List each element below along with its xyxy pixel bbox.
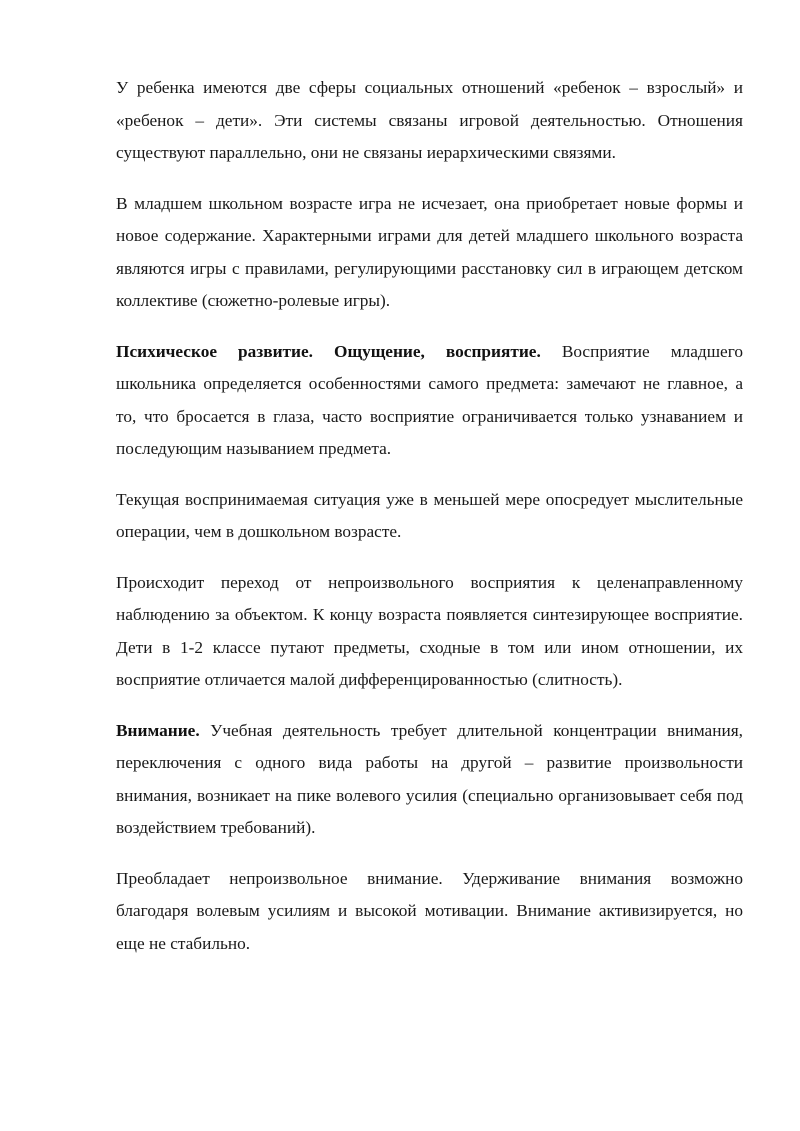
paragraph-text: У ребенка имеются две сферы социальных отношений «ребенок – взрослый» и «ребенок – дети». Эти системы связаны игровой деятельностью. Отношения существуют параллельно, они не связаны иерархическими связями. (116, 78, 743, 162)
paragraph-text: Восприятие младшего школьника определяется особенностями самого предмета: замечают не главное, а то, что бросается в глаза, часто восприятие ограничивается только узнаванием и последующим называнием предмета. (116, 341, 743, 458)
paragraph-text: В младшем школьном возрасте игра не исчезает, она приобретает новые формы и новое содержание. Характерными играми для детей младшего школьного возраста являются игры с правилами, регулирующими расстановку сил в играющем детском коллективе (сюжетно-ролевые игры). (116, 193, 743, 310)
paragraph-text: Преобладает непроизвольное внимание. Удерживание внимания возможно благодаря волевым усилиям и высокой мотивации. Внимание активизируется, но еще не стабильно. (116, 868, 743, 953)
document-body (116, 72, 743, 978)
paragraph-heading: Внимание. (116, 720, 200, 740)
paragraph-play (116, 188, 743, 318)
paragraph-text: Текущая воспринимаемая ситуация уже в меньшей мере опосредует мыслительные операции, чем в дошкольном возрасте. (116, 489, 743, 541)
paragraph-attention (116, 715, 743, 845)
paragraph-involuntary-attention (116, 863, 743, 961)
paragraph-text: Учебная деятельность требует длительной концентрации внимания, переключения с одного вида работы на другой – развитие произвольности внимания, возникает на пике волевого усилия (специально организовывает себя под воздействием требований). (116, 720, 743, 837)
paragraph-text: Происходит переход от непроизвольного восприятия к целенаправленному наблюдению за объектом. К концу возраста появляется синтезирующее восприятие. Дети в 1-2 классе путают предметы, сходные в том или ином отношении, их восприятие отличается малой дифференцированностью (слитность). (116, 572, 743, 689)
paragraph-social-relations (116, 72, 743, 170)
paragraph-heading: Психическое развитие. Ощущение, восприятие. (116, 341, 541, 361)
paragraph-transition (116, 567, 743, 697)
paragraph-current-situation (116, 484, 743, 549)
paragraph-perception (116, 336, 743, 466)
